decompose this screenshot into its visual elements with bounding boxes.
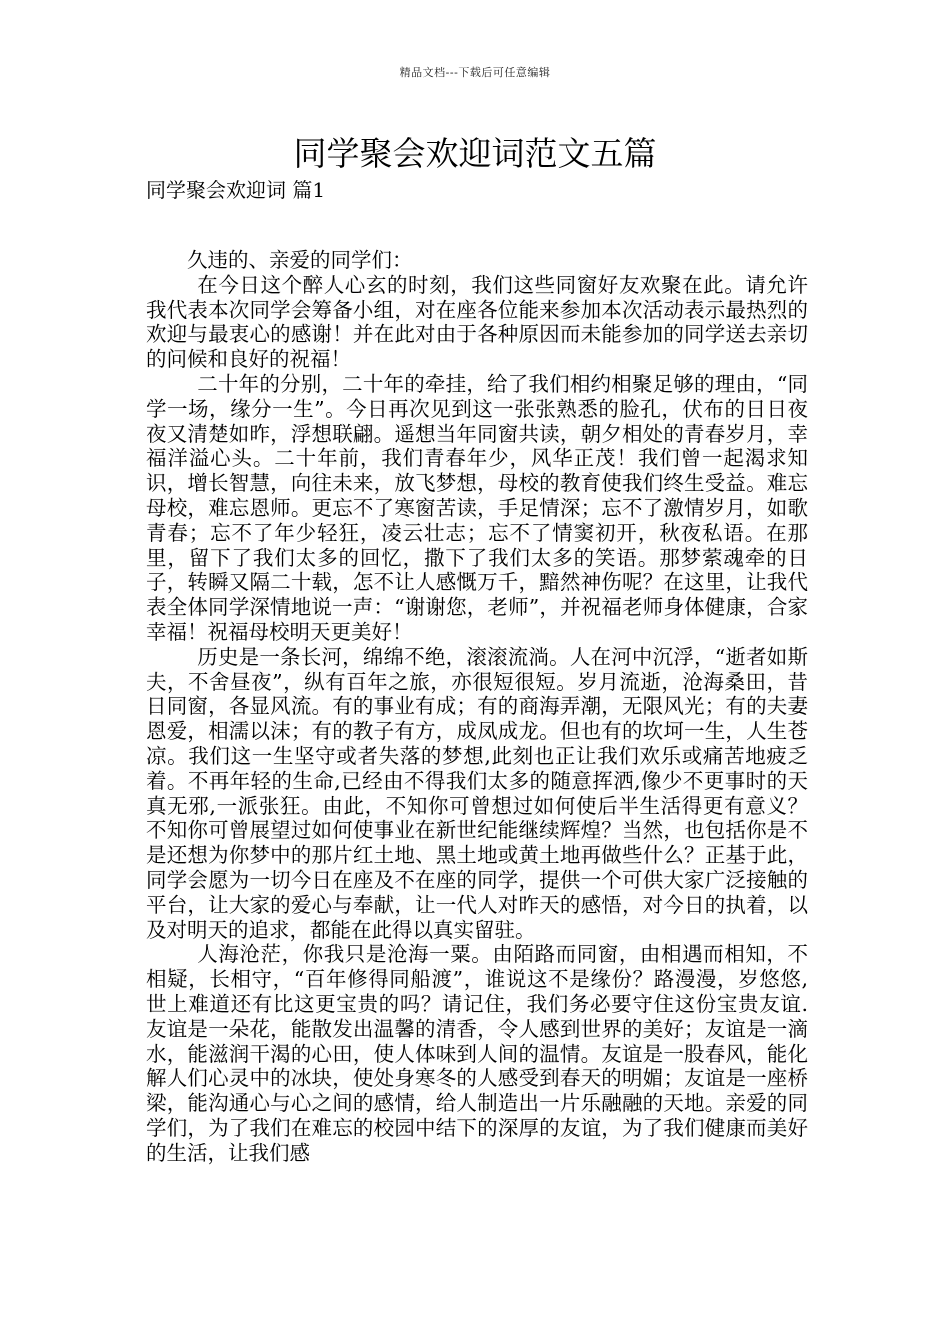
header-note: 精品文档---下载后可任意编辑 [399,66,551,79]
paragraph-4: 人海沧茫，你我只是沧海一粟。由陌路而同窗，由相遇而相知，不相疑，长相守，“百年修得同船渡”，谁说这不是缘份？路漫漫，岁悠悠,世上难道还有比这更宝贵的吗？请记住，我们务必要守住这份宝贵友谊. 友谊是一朵花，能散发出温馨的清香，令人感到世界的美好；友谊是一滴水，能滋润干渴的心田，使人体味到人间的温情。友谊是一股春风，能化解人们心灵中的冰块，使处身寒冬的人感受到春天的明媚；友谊是一座桥梁，能沟通心与心之间的感情，给人制造出一片乐融融的天地。亲爱的同学们，为了我们在难忘的校园中结下的深厚的友谊，为了我们健康而美好的生活，让我们感 [146,942,808,1165]
document-body [146,248,808,1165]
salutation: 久违的、亲爱的同学们： [187,248,413,272]
section-heading: 同学聚会欢迎词 篇1 [146,178,326,202]
document-title: 同学聚会欢迎词范文五篇 [293,134,657,173]
paragraph-1: 在今日这个醉人心玄的时刻，我们这些同窗好友欢聚在此。请允许我代表本次同学会筹备小组，对在座各位能来参加本次活动表示最热烈的欢迎与最衷心的感谢！并在此对由于各种原因而未能参加的同学送去亲切的问候和良好的祝福！ [146,272,808,372]
paragraph-2: 二十年的分别，二十年的牵挂，给了我们相约相聚足够的理由，“同学一场，缘分一生”。今日再次见到这一张张熟悉的脸孔，伏布的日日夜夜又清楚如昨，浮想联翩。遥想当年同窗共读，朝夕相处的青春岁月，幸福洋溢心头。二十年前，我们青春年少，风华正茂！我们曾一起渴求知识，增长智慧，向往未来，放飞梦想，母校的教育使我们终生受益。难忘母校，难忘恩师。更忘不了寒窗苦读，手足情深；忘不了激情岁月，如歌青春；忘不了年少轻狂，凌云壮志；忘不了情窦初开，秋夜私语。在那里，留下了我们太多的回忆，撒下了我们太多的笑语。那梦萦魂牵的日子，转瞬又隔二十载，怎不让人感慨万千，黯然神伤呢？在这里，让我代表全体同学深情地说一声：“谢谢您，老师”，并祝福老师身体健康，合家幸福！祝福母校明天更美好！ [146,371,808,644]
paragraph-3: 历史是一条长河，绵绵不绝，滚滚流淌。人在河中沉浮，“逝者如斯夫，不舍昼夜”，纵有百年之旅，亦很短很短。岁月流逝，沧海桑田，昔日同窗，各显风流。有的事业有成；有的商海弄潮，无限风光；有的夫妻恩爱，相濡以沫；有的教子有方，成凤成龙。但也有的坎坷一生，人生苍凉。我们这一生坚守或者失落的梦想,此刻也正让我们欢乐或痛苦地疲乏着。不再年轻的生命,已经由不得我们太多的随意挥洒,像少不更事时的天真无邪,一派张狂。由此，不知你可曾想过如何使后半生活得更有意义？不知你可曾展望过如何使事业在新世纪能继续辉煌？当然，也包括你是不是还想为你梦中的那片红土地、黑土地或黄土地再做些什么？正基于此，同学会愿为一切今日在座及不在座的同学，提供一个可供大家广泛接触的平台，让大家的爱心与奉献，让一代人对昨天的感悟，对今日的执着，以及对明天的追求，都能在此得以真实留驻。 [146,644,808,942]
